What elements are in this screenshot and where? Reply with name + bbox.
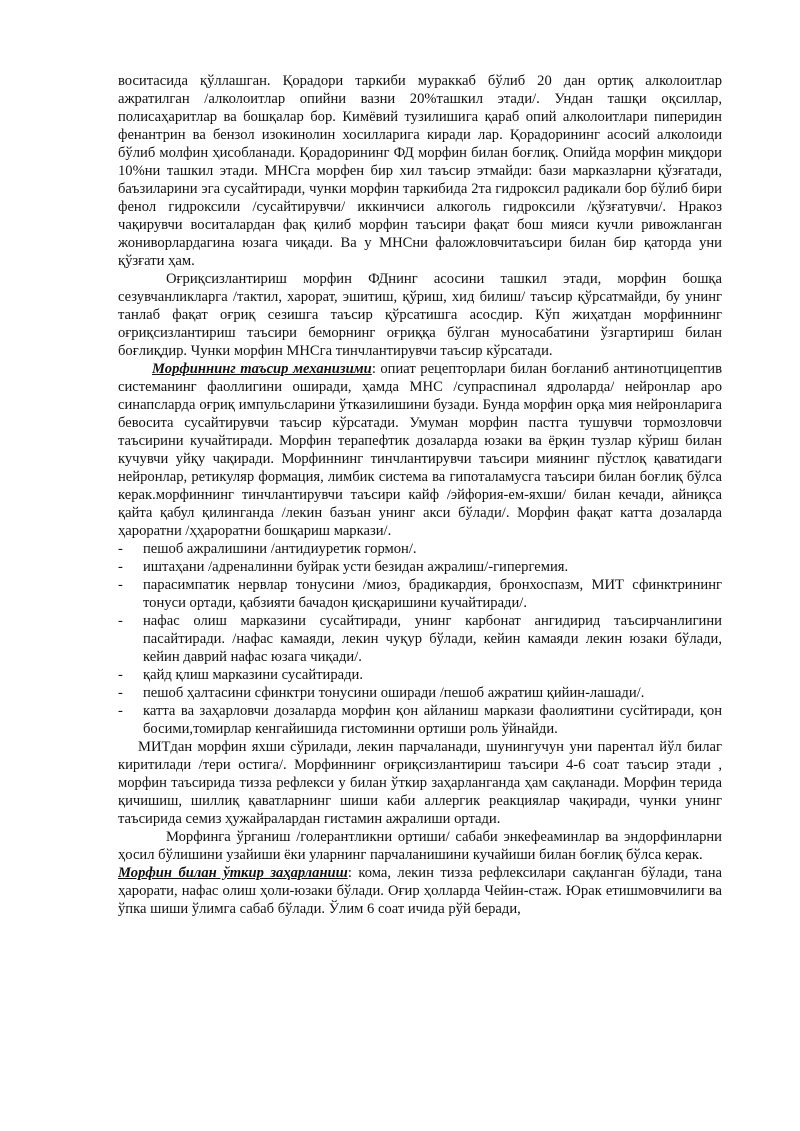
list-item: - парасимпатик нервлар тонусини /миоз, брадикардия, бронхоспазм, МИТ сфинктрининг тонуси ортади, қабзияти бачадон қисқаришини кучайтиради/.	[118, 577, 722, 611]
bullet-dash: -	[118, 703, 123, 719]
effects-list	[118, 540, 722, 738]
bullet-dash: -	[118, 577, 123, 593]
list-item: - пешоб ажралишини /антидиуретик гормон/.	[118, 541, 417, 557]
bullet-dash: -	[118, 541, 123, 557]
document-page	[118, 72, 722, 918]
list-item: - иштаҳани /адреналинни буйрак усти безидан ажралиш/-гипергемия.	[118, 559, 569, 575]
paragraph-poisoning	[118, 864, 722, 918]
heading-poisoning: Морфин билан ўткир заҳарланиш	[118, 865, 348, 881]
paragraph-opium-composition: воситасида қўллашган. Қорадори таркиби мураккаб бўлиб 20 дан ортиқ алколоитлар ажратилган /алколоитлар опийни вазни 20%ташкил этади/. Ундан ташқи оқсиллар, полисаҳаритлар ва бошқалар бор. Кимёвий тузилишига қараб опий алколоитлари пиперидин фенантрин ва бензол изокинолин хосилларига киради лар. Қорадорининг асосий алколоиди бўлиб молфин ҳисобланади. Қорадорининг ФД морфин билан боғлиқ. Опийда морфин миқдори 10%ни ташкил этади. МНСга морфен бир хил таъсир этмайди: бази марказларни қўзғатади, баъзиларини эга сусайтиради, чунки морфин таркибида 2та гидроксил радикали бор бўлиб бири фенол гидроксили /сусайтирувчи/ иккинчиси алкоголь гидроксили /қўзғатувчи/. Нракоз чақирувчи воситалардан фақ қилиб морфин таъсири фақат бош мияси кучли ривожланган жониворлардагина юзага чиқади. Ва у МНСни фаложловчитаъсири билан бир қаторда уни қўзғати ҳам.	[118, 73, 722, 269]
list-item: - катта ва заҳарловчи дозаларда морфин қон айланиш маркази фаолиятини сусйтиради, қон босими,томирлар кенгайишида гистоминни ортиши роль ўйнайди.	[118, 703, 722, 737]
heading-mechanism: Морфиннинг таъсир механизими	[152, 361, 372, 377]
list-item: - пешоб ҳалтасини сфинктри тонусини оширади /пешоб ажратиш қийин-лашади/.	[118, 685, 645, 701]
bullet-dash: -	[118, 613, 123, 629]
paragraph-absorption: МИТдан морфин яхши сўрилади, лекин парчаланади, шунингучун уни парентал йўл билаг киритилади /тери остига/. Морфиннинг оғриқсизлантириш таъсири 4-6 соат таъсир этади , морфин таъсирида тизза рефлекси у билан ўткир заҳарланганда ҳам сақланади. Морфин терида қичишиш, шиллиқ қаватларнинг шиши каби аллергик реакциялар чақиради, чунки унинг таъсирида семиз ҳужайралардан гистамин ажралиши ортади.	[118, 739, 722, 827]
paragraph-mechanism-text: : опиат рецепторлари билан боғланиб антинотцицептив системанинг фаоллигини оширади, ҳамда МНС /супраспинал ядроларда/ нейронлар аро синапсларда оғриқ импульсларини ўтказилишини бузади. Бунда морфин орқа мия нейронларига бевосита сусайтирувчи таъсир кўрсатади. Умуман морфин пастга тушувчи тормозловчи таъсирини кучайтиради. Морфин терапефтик дозаларда юзаки ва ёрқин тузлар кўриш билан кучувчи уйқу чақиради. Морфиннинг тинчлантирувчи таъсири миянинг пўстлоқ қаватидаги нейронлар, ретикуляр формация, лимбик система ва гипоталамусга таъсири билан боғлиқ бўлса керак.морфиннинг тинчлантирувчи таъсири кайф /эйфория-ем-яхши/ билан кечади, айниқса қайта қабул қилинганда /лекин базъан унинг акси бўлади/. Морфин фақат катта дозаларда ҳароратни /ҳҳароратни бошқариш маркази/.	[118, 361, 722, 539]
paragraph-tolerance: Морфинга ўрганиш /голерантликни ортиши/ сабаби энкефеаминлар ва эндорфинларни ҳосил бўлишини узайиши ёки уларнинг парчаланишини кучайиши билан боғлиқ бўлса керак.	[118, 829, 722, 863]
bullet-dash: -	[118, 667, 123, 683]
bullet-dash: -	[118, 559, 123, 575]
paragraph-analgesia: Оғриқсизлантириш морфин ФДнинг асосини ташкил этади, морфин бошқа сезувчанликларга /тактил, харорат, эшитиш, қўриш, хид билиш/ таъсир қўрсатмайди, бу унинг танлаб фақат оғриқ сезишга таъсир қўрсатишга асосдир. Кўп жиҳатдан морфиннинг оғриқсизлантириш таъсири беморнинг оғриққа бўлган муносабатини ўзгартириш билан боғлиқдир. Чунки морфин МНСга тинчлантирувчи таъсир кўрсатади.	[118, 271, 722, 359]
list-item: - нафас олиш марказини сусайтиради, унинг карбонат ангидирид таъсирчанлигини пасайтиради. /нафас камаяди, лекин чуқур бўлади, кейин камаяди лекин юзаки бўлади, кейин даврий нафас юзага чиқади/.	[118, 613, 722, 665]
list-item: - қайд қлиш марказини сусайтиради.	[118, 667, 363, 683]
bullet-dash: -	[118, 685, 123, 701]
paragraph-mechanism	[118, 360, 722, 540]
paragraph-poisoning-text: : кома, лекин тизза рефлексилари сақланган бўлади, тана ҳарорати, нафас олиш ҳоли-юзаки бўлади. Оғир ҳолларда Чейин-стаж. Юрак етишмовчилиги ва ўпка шиши ўлимга сабаб бўлади. Ўлим 6 соат ичида рўй беради,	[118, 865, 722, 917]
